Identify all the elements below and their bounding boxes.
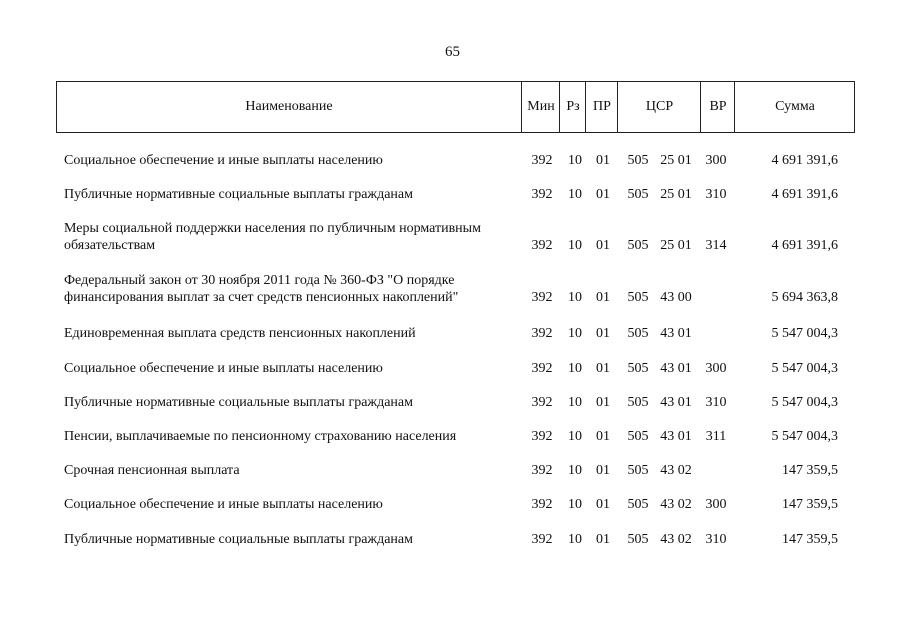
row-pr: 01 bbox=[596, 532, 610, 547]
row-sum: 4 691 391,6 bbox=[771, 238, 838, 253]
row-csr-b: 43 00 bbox=[660, 290, 692, 305]
row-min: 392 bbox=[531, 497, 553, 512]
row-csr-b: 25 01 bbox=[660, 238, 692, 253]
row-csr-a: 505 bbox=[627, 463, 649, 478]
row-min: 392 bbox=[531, 532, 553, 547]
row-csr-a: 505 bbox=[627, 497, 649, 512]
page-number: 65 bbox=[445, 44, 460, 60]
row-vr: 311 bbox=[705, 429, 727, 444]
row-pr: 01 bbox=[596, 429, 610, 444]
row-sum: 4 691 391,6 bbox=[771, 153, 838, 168]
row-vr: 310 bbox=[705, 395, 727, 410]
row-pr: 01 bbox=[596, 187, 610, 202]
table-header bbox=[56, 81, 855, 133]
row-sum: 4 691 391,6 bbox=[771, 187, 838, 202]
row-name: Единовременная выплата средств пенсионных накоплений bbox=[64, 326, 416, 341]
row-csr-b: 43 02 bbox=[660, 532, 692, 547]
row-rz: 10 bbox=[568, 463, 582, 478]
header-sum: Сумма bbox=[734, 82, 855, 132]
row-pr: 01 bbox=[596, 463, 610, 478]
row-sum: 5 547 004,3 bbox=[771, 361, 838, 376]
row-csr-b: 25 01 bbox=[660, 187, 692, 202]
row-rz: 10 bbox=[568, 238, 582, 253]
header-rz: Рз bbox=[559, 82, 586, 132]
row-name: Публичные нормативные социальные выплаты гражданам bbox=[64, 187, 413, 202]
header-vr: ВР bbox=[700, 82, 735, 132]
row-pr: 01 bbox=[596, 290, 610, 305]
row-sum: 5 547 004,3 bbox=[771, 395, 838, 410]
row-vr: 310 bbox=[705, 532, 727, 547]
row-rz: 10 bbox=[568, 497, 582, 512]
row-csr-a: 505 bbox=[627, 532, 649, 547]
row-name: Социальное обеспечение и иные выплаты населению bbox=[64, 153, 383, 168]
row-sum: 5 547 004,3 bbox=[771, 326, 838, 341]
row-min: 392 bbox=[531, 153, 553, 168]
row-name: Федеральный закон от 30 ноября 2011 года № 360-ФЗ "О порядке финансирования выплат за счет средств пенсионных накоплений" bbox=[64, 273, 459, 305]
header-name: Наименование bbox=[245, 99, 333, 114]
row-min: 392 bbox=[531, 326, 553, 341]
row-csr-b: 43 02 bbox=[660, 463, 692, 478]
row-csr-a: 505 bbox=[627, 395, 649, 410]
row-csr-a: 505 bbox=[627, 429, 649, 444]
row-pr: 01 bbox=[596, 326, 610, 341]
row-rz: 10 bbox=[568, 153, 582, 168]
row-name: Социальное обеспечение и иные выплаты населению bbox=[64, 361, 383, 376]
row-csr-b: 25 01 bbox=[660, 153, 692, 168]
row-sum: 147 359,5 bbox=[782, 497, 838, 512]
row-pr: 01 bbox=[596, 395, 610, 410]
row-csr-a: 505 bbox=[627, 153, 649, 168]
row-pr: 01 bbox=[596, 238, 610, 253]
row-name: Меры социальной поддержки населения по публичным нормативным обязательствам bbox=[64, 221, 481, 253]
header-pr: ПР bbox=[585, 82, 618, 132]
row-pr: 01 bbox=[596, 361, 610, 376]
row-name: Публичные нормативные социальные выплаты гражданам bbox=[64, 395, 413, 410]
header-min: Мин bbox=[521, 82, 560, 132]
row-name: Срочная пенсионная выплата bbox=[64, 463, 240, 478]
header-csr: ЦСР bbox=[617, 82, 701, 132]
row-sum: 5 694 363,8 bbox=[771, 290, 838, 305]
row-csr-b: 43 01 bbox=[660, 361, 692, 376]
row-sum: 5 547 004,3 bbox=[771, 429, 838, 444]
row-min: 392 bbox=[531, 290, 553, 305]
row-csr-a: 505 bbox=[627, 238, 649, 253]
row-rz: 10 bbox=[568, 429, 582, 444]
row-rz: 10 bbox=[568, 326, 582, 341]
row-rz: 10 bbox=[568, 290, 582, 305]
row-rz: 10 bbox=[568, 361, 582, 376]
row-min: 392 bbox=[531, 187, 553, 202]
row-sum: 147 359,5 bbox=[782, 532, 838, 547]
row-csr-b: 43 01 bbox=[660, 395, 692, 410]
row-name: Социальное обеспечение и иные выплаты населению bbox=[64, 497, 383, 512]
row-rz: 10 bbox=[568, 187, 582, 202]
row-csr-a: 505 bbox=[627, 290, 649, 305]
row-name: Публичные нормативные социальные выплаты гражданам bbox=[64, 532, 413, 547]
row-min: 392 bbox=[531, 361, 553, 376]
row-vr: 314 bbox=[705, 238, 727, 253]
row-csr-b: 43 02 bbox=[660, 497, 692, 512]
row-pr: 01 bbox=[596, 497, 610, 512]
row-pr: 01 bbox=[596, 153, 610, 168]
row-vr: 300 bbox=[705, 153, 727, 168]
row-csr-b: 43 01 bbox=[660, 326, 692, 341]
row-csr-a: 505 bbox=[627, 361, 649, 376]
row-rz: 10 bbox=[568, 532, 582, 547]
row-min: 392 bbox=[531, 463, 553, 478]
row-min: 392 bbox=[531, 238, 553, 253]
row-min: 392 bbox=[531, 395, 553, 410]
row-sum: 147 359,5 bbox=[782, 463, 838, 478]
row-vr: 310 bbox=[705, 187, 727, 202]
row-min: 392 bbox=[531, 429, 553, 444]
row-rz: 10 bbox=[568, 395, 582, 410]
row-csr-b: 43 01 bbox=[660, 429, 692, 444]
row-vr: 300 bbox=[705, 361, 727, 376]
row-csr-a: 505 bbox=[627, 187, 649, 202]
row-vr: 300 bbox=[705, 497, 727, 512]
row-csr-a: 505 bbox=[627, 326, 649, 341]
row-name: Пенсии, выплачиваемые по пенсионному страхованию населения bbox=[64, 429, 457, 444]
